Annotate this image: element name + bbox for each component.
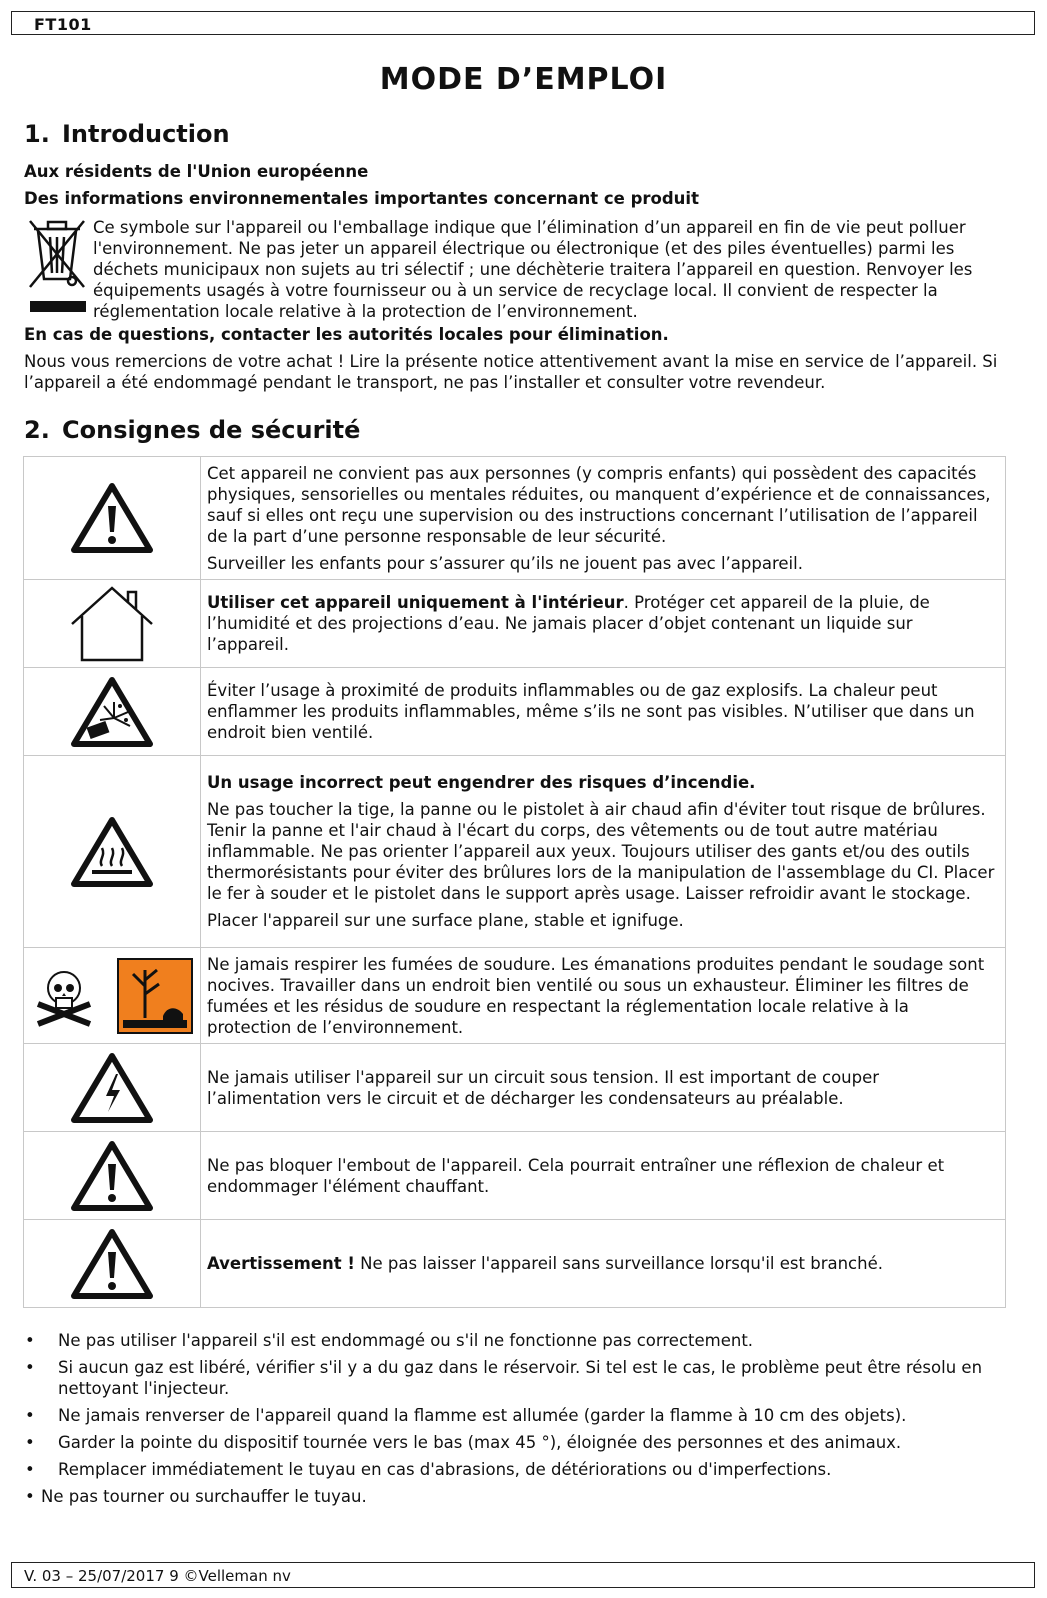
safety-bold-text: Avertissement ! — [207, 1254, 355, 1273]
skull-crossbones-icon — [32, 964, 96, 1028]
environment-heading: Des informations environnementales importantes concernant ce produit — [24, 189, 699, 208]
safety-text: Éviter l’usage à proximité de produits inflammables ou de gaz explosifs. La chaleur peut enflammer les produits inflammables, même s’ils ne sont pas visibles. N’utiliser que dans un endroit bien ventilé. — [207, 681, 975, 742]
safety-row — [24, 756, 1006, 948]
section-heading-safety — [24, 416, 360, 444]
weee-bin-icon — [26, 217, 86, 317]
safety-bold-text: Un usage incorrect peut engendrer des risques d’incendie. — [207, 773, 756, 792]
hot-surface-icon — [70, 816, 154, 888]
safety-bullet-list — [24, 1330, 1014, 1513]
weee-paragraph: Ce symbole sur l'appareil ou l'emballage indique que l’élimination d’un appareil en fin de vie peut polluer l'environnement. Ne pas jeter un appareil électrique ou électronique (et des piles éventuelles) parmi les déchets municipaux non sujets au tri sélectif ; une déchèterie traitera l’appareil en question. Renvoyer les équipements usagés à votre fournisseur ou à un service de recyclage local. Il convient de respecter la réglementation locale relative à la protection de l’environnement. — [93, 218, 973, 321]
section-heading-introduction — [24, 120, 230, 148]
list-item: • Ne pas utiliser l'appareil s'il est endommagé ou s'il ne fonctionne pas correctement. — [24, 1330, 1014, 1351]
safety-text: Surveiller les enfants pour s’assurer qu’ils ne jouent pas avec l’appareil. — [207, 553, 803, 573]
section-title: Consignes de sécurité — [62, 416, 361, 444]
safety-text: Cet appareil ne convient pas aux personnes (y compris enfants) qui possèdent des capacités physiques, sensorielles ou mentales réduites, ou manquent d’expérience et de connaissances, sauf si elles ont reçu une supervision ou des instructions concernant l’utilisation de l’appareil de la part d’une personne responsable de leur sécurité. — [207, 463, 991, 546]
warning-triangle-icon — [70, 1140, 154, 1212]
safety-text: Ne pas laisser l'appareil sans surveillance lorsqu'il est branché. — [354, 1254, 883, 1273]
safety-text: . Protéger cet appareil de la pluie, de l’humidité et des projections d’eau. Ne jamais placer d’objet contenant un liquide sur l’appareil. — [207, 593, 930, 654]
list-item: • Ne jamais renverser de l'appareil quand la flamme est allumée (garder la flamme à 10 cm des objets). — [24, 1405, 1014, 1426]
safety-text: Ne jamais respirer les fumées de soudure. Les émanations produites pendant le soudage sont nocives. Travailler dans un endroit bien ventilé ou sous un exhausteur. Éliminer les filtres de fumées et les résidus de soudure en respectant la réglementation locale relative à la protection de l’environnement. — [207, 954, 985, 1037]
list-item: • Remplacer immédiatement le tuyau en cas d'abrasions, de détériorations ou d'imperfections. — [24, 1459, 1014, 1480]
section-title: Introduction — [62, 120, 230, 148]
eu-residents-heading: Aux résidents de l'Union européenne — [24, 162, 369, 181]
safety-text: Placer l'appareil sur une surface plane, stable et ignifuge. — [207, 911, 684, 930]
explosive-hazard-icon — [70, 676, 154, 748]
safety-row — [24, 948, 1006, 1044]
page-header — [11, 11, 1035, 35]
page-footer — [11, 1562, 1035, 1588]
list-item: • Ne pas tourner ou surchauffer le tuyau. — [24, 1486, 1014, 1507]
safety-bold-text: Utiliser cet appareil uniquement à l'intérieur — [207, 593, 624, 612]
safety-row — [24, 1220, 1006, 1308]
electric-hazard-icon — [70, 1052, 154, 1124]
house-indoor-icon — [66, 584, 158, 664]
safety-row — [24, 1132, 1006, 1220]
list-item: • Garder la pointe du dispositif tournée vers le bas (max 45 °), éloignée des personnes et des animaux. — [24, 1432, 1014, 1453]
warning-triangle-icon — [70, 1228, 154, 1300]
safety-table — [23, 456, 1006, 1308]
safety-row — [24, 668, 1006, 756]
section-number: 1. — [24, 120, 50, 148]
footer-text: V. 03 – 25/07/2017 9 ©Velleman nv — [24, 1567, 291, 1585]
safety-row — [24, 1044, 1006, 1132]
safety-text: Ne pas bloquer l'embout de l'appareil. Cela pourrait entraîner une réflexion de chaleur et endommager l'élément chauffant. — [207, 1155, 945, 1196]
section-number: 2. — [24, 416, 50, 444]
warning-triangle-icon — [70, 482, 154, 554]
safety-row — [24, 580, 1006, 668]
safety-text: Ne jamais utiliser l'appareil sur un circuit sous tension. Il est important de couper l’alimentation vers le circuit et de décharger les condensateurs au préalable. — [207, 1067, 880, 1108]
thanks-paragraph: Nous vous remercions de votre achat ! Lire la présente notice attentivement avant la mise en service de l’appareil. Si l’appareil a été endommagé pendant le transport, ne pas l’installer et consulter votre revendeur. — [24, 352, 998, 392]
environment-hazard-icon — [117, 958, 193, 1034]
list-item: • Si aucun gaz est libéré, vérifier s'il y a du gaz dans le réservoir. Si tel est le cas, le problème peut être résolu en nettoyant l'injecteur. — [24, 1357, 1014, 1399]
contact-line: En cas de questions, contacter les autorités locales pour élimination. — [24, 325, 669, 344]
page-title: MODE D’EMPLOI — [379, 62, 668, 97]
model-label: FT101 — [34, 15, 92, 34]
safety-text: Ne pas toucher la tige, la panne ou le pistolet à air chaud afin d'éviter tout risque de brûlures. Tenir la panne et l'air chaud à l'écart du corps, des vêtements ou de tout autre matériau inflammable. Ne pas orienter l’appareil aux yeux. Toujours utiliser des gants et/ou des outils thermorésistants pour éviter des brûlures lors de la manipulation de l'assemblage du CI. Placer le fer à souder et le pistolet dans le support après usage. Laisser refroidir avant le stockage. — [207, 800, 995, 903]
safety-row — [24, 457, 1006, 580]
